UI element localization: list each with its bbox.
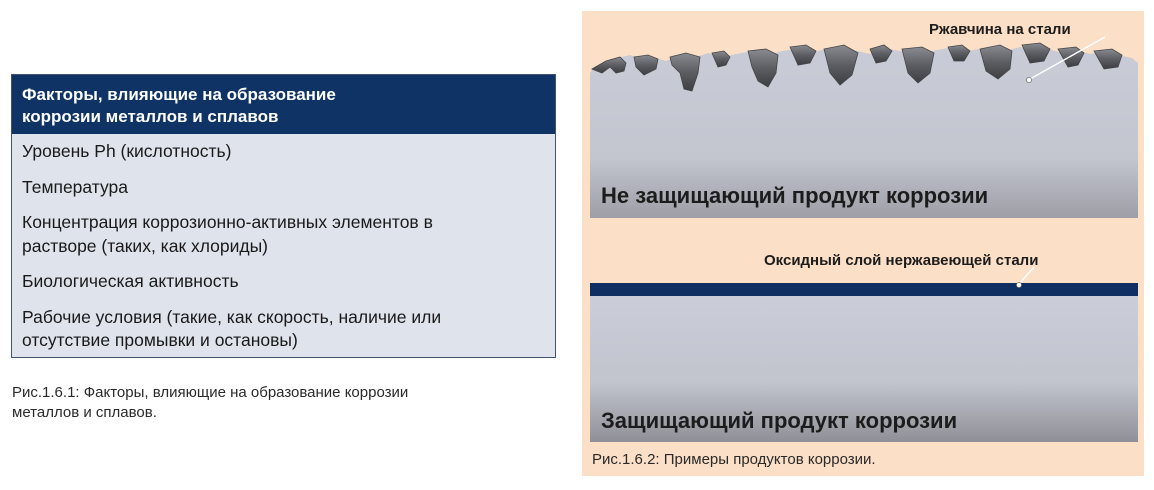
factors-header-line-1: Факторы, влияющие на образование bbox=[22, 85, 336, 104]
factor-row-operating-conditions bbox=[12, 294, 555, 357]
factor-row-text: Биологическая активность bbox=[22, 271, 239, 291]
factors-header-line-2: коррозии металлов и сплавов bbox=[22, 107, 279, 126]
rust-leader-dot bbox=[1026, 77, 1031, 82]
factor-row-text: отсутствие промывки и остановы) bbox=[22, 330, 298, 350]
non-protective-title: Не защищающий продукт коррозии bbox=[601, 183, 989, 208]
oxide-layer bbox=[590, 283, 1138, 296]
oxide-leader-line bbox=[1019, 267, 1034, 284]
factor-row-biological bbox=[12, 258, 555, 294]
factors-table-header bbox=[12, 75, 555, 134]
factor-row-text: Концентрация коррозионно-активных элементов в bbox=[22, 212, 433, 232]
factor-row-text: Температура bbox=[22, 176, 128, 197]
factor-row-text: Рабочие условия (такие, как скорость, наличие или bbox=[22, 306, 442, 327]
oxide-layer-label: Оксидный слой нержавеющей стали bbox=[764, 252, 1039, 269]
oxide-leader-dot bbox=[1016, 282, 1021, 287]
protective-title: Защищающий продукт коррозии bbox=[601, 408, 958, 433]
figure-2-caption: Рис.1.6.2: Примеры продуктов коррозии. bbox=[592, 451, 876, 468]
corrosion-diagram-panel bbox=[582, 11, 1144, 476]
factor-row-temperature bbox=[12, 164, 555, 200]
caption-line: Рис.1.6.1: Факторы, влияющие на образование коррозии bbox=[12, 384, 409, 401]
rust-label: Ржавчина на стали bbox=[929, 21, 1071, 38]
caption-line: металлов и сплавов. bbox=[12, 404, 157, 421]
factors-table bbox=[11, 74, 556, 358]
corrosion-diagram bbox=[582, 11, 1144, 476]
figure-1-caption bbox=[12, 383, 572, 423]
factor-row-concentration bbox=[12, 199, 555, 258]
factor-row-text: растворе (таких, как хлориды) bbox=[22, 235, 268, 256]
factor-row-ph bbox=[12, 134, 555, 164]
factor-row-text: Уровень Ph (кислотность) bbox=[22, 141, 232, 161]
